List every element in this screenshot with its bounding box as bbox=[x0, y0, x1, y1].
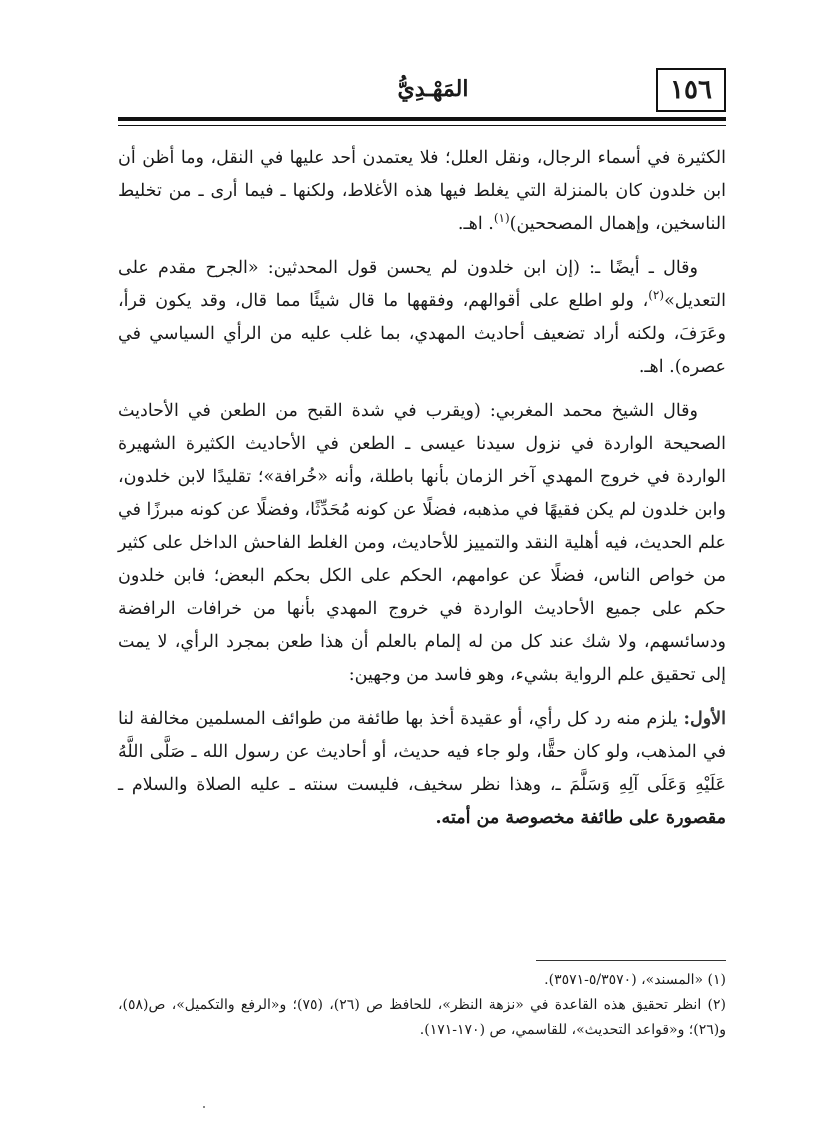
main-text bbox=[118, 142, 726, 846]
paragraph-2: وقال ـ أيضًا ـ: (إن ابن خلدون لم يحسن قول المحدثين: «الجرح مقدم على التعديل»$^{(٢)}$، ولو اطلع على أقوالهم، وفقهها ما قال شيئًا مما قال، وقد يكون قرأ، وعَرَفَ، ولكنه أراد تضعيف أحاديث المهدي، بما غلب عليه من الرأي السياسي في عصره). اهـ. bbox=[118, 258, 726, 377]
point-label: الأول: bbox=[683, 709, 726, 729]
paragraph-3: وقال الشيخ محمد المغربي: (ويقرب في شدة القبح من الطعن في الأحاديث الصحيحة الواردة في نزول سيدنا عيسى ـ الطعن في الأحاديث الكثيرة الشهيرة الواردة في خروج المهدي آخر الزمان بأنها باطلة، وأنه «خُرافة»؛ تقليدًا لابن خلدون، وابن خلدون لم يكن فقيهًا في مذهبه، فضلًا عن كونه مُحَدِّثًا، وفضلًا عن كونه مبرزًا في علم الحديث، فيه أهلية النقد والتمييز للأحاديث، ومن الغلط الفاحش الداخل على كثير من خواص الناس، فضلًا عن عوامهم، الحكم على الكل بحكم البعض؛ فابن خلدون حكم على جميع الأحاديث الواردة في خروج المهدي بأنها من خرافات الرافضة ودسائسهم، ولا شك عند كل من له إلمام بالعلم أن هذا طعن بمجرد الرأي، لا يمت إلى تحقيق علم الرواية بشيء، وهو فاسد من وجهين: bbox=[118, 401, 726, 685]
footnotes bbox=[118, 968, 726, 1043]
footnote-1: (١) «المسند»، (٥/٣٥٧٠-٣٥٧١). bbox=[544, 972, 726, 988]
running-title: المَهْـدِيُّ bbox=[397, 76, 469, 102]
footnote-ref-2: (٢) bbox=[648, 288, 665, 303]
page-header bbox=[118, 68, 726, 116]
header-rule-thick bbox=[118, 117, 726, 121]
page-number: ١٥٦ bbox=[656, 68, 726, 112]
paragraph-1: الكثيرة في أسماء الرجال، ونقل العلل؛ فلا يعتمدن أحد عليها في النقل، وما أظن أن ابن خلدون كان بالمنزلة التي يغلط فيها هذه الأغلاط، ولكنها ـ فيما أرى ـ من تخليط الناسخين، وإهمال المصححين)$^{(١)}$. اهـ. bbox=[118, 148, 726, 234]
scan-speck bbox=[203, 1106, 205, 1108]
paragraph-4: الأول: يلزم منه رد كل رأي، أو عقيدة أخذ بها طائفة من طوائف المسلمين مخالفة لنا في المذهب، ولو كان حقًّا، ولو جاء فيه حديث، أو أحاديث عن رسول الله ـ صَلَّى اللَّهُ عَلَيْهِ وَعَلَى آلِهِ وَسَلَّمَ ـ، وهذا نظر سخيف، فليست سنته ـ عليه الصلاة والسلام ـ مقصورة على طائفة مخصوصة من أمته. bbox=[118, 709, 726, 828]
header-rule-thin bbox=[118, 125, 726, 126]
footnote-separator bbox=[536, 960, 726, 961]
footnote-ref-1: (١) bbox=[493, 211, 510, 226]
footnote-2: (٢) انظر تحقيق هذه القاعدة في «نزهة النظر»، للحافظ ص (٢٦)، (٧٥)؛ و«الرفع والتكميل»، ص(٥٨)، و(٢٦)؛ و«قواعد التحديث»، للقاسمي، ص (١٧٠-١٧١). bbox=[118, 997, 726, 1038]
